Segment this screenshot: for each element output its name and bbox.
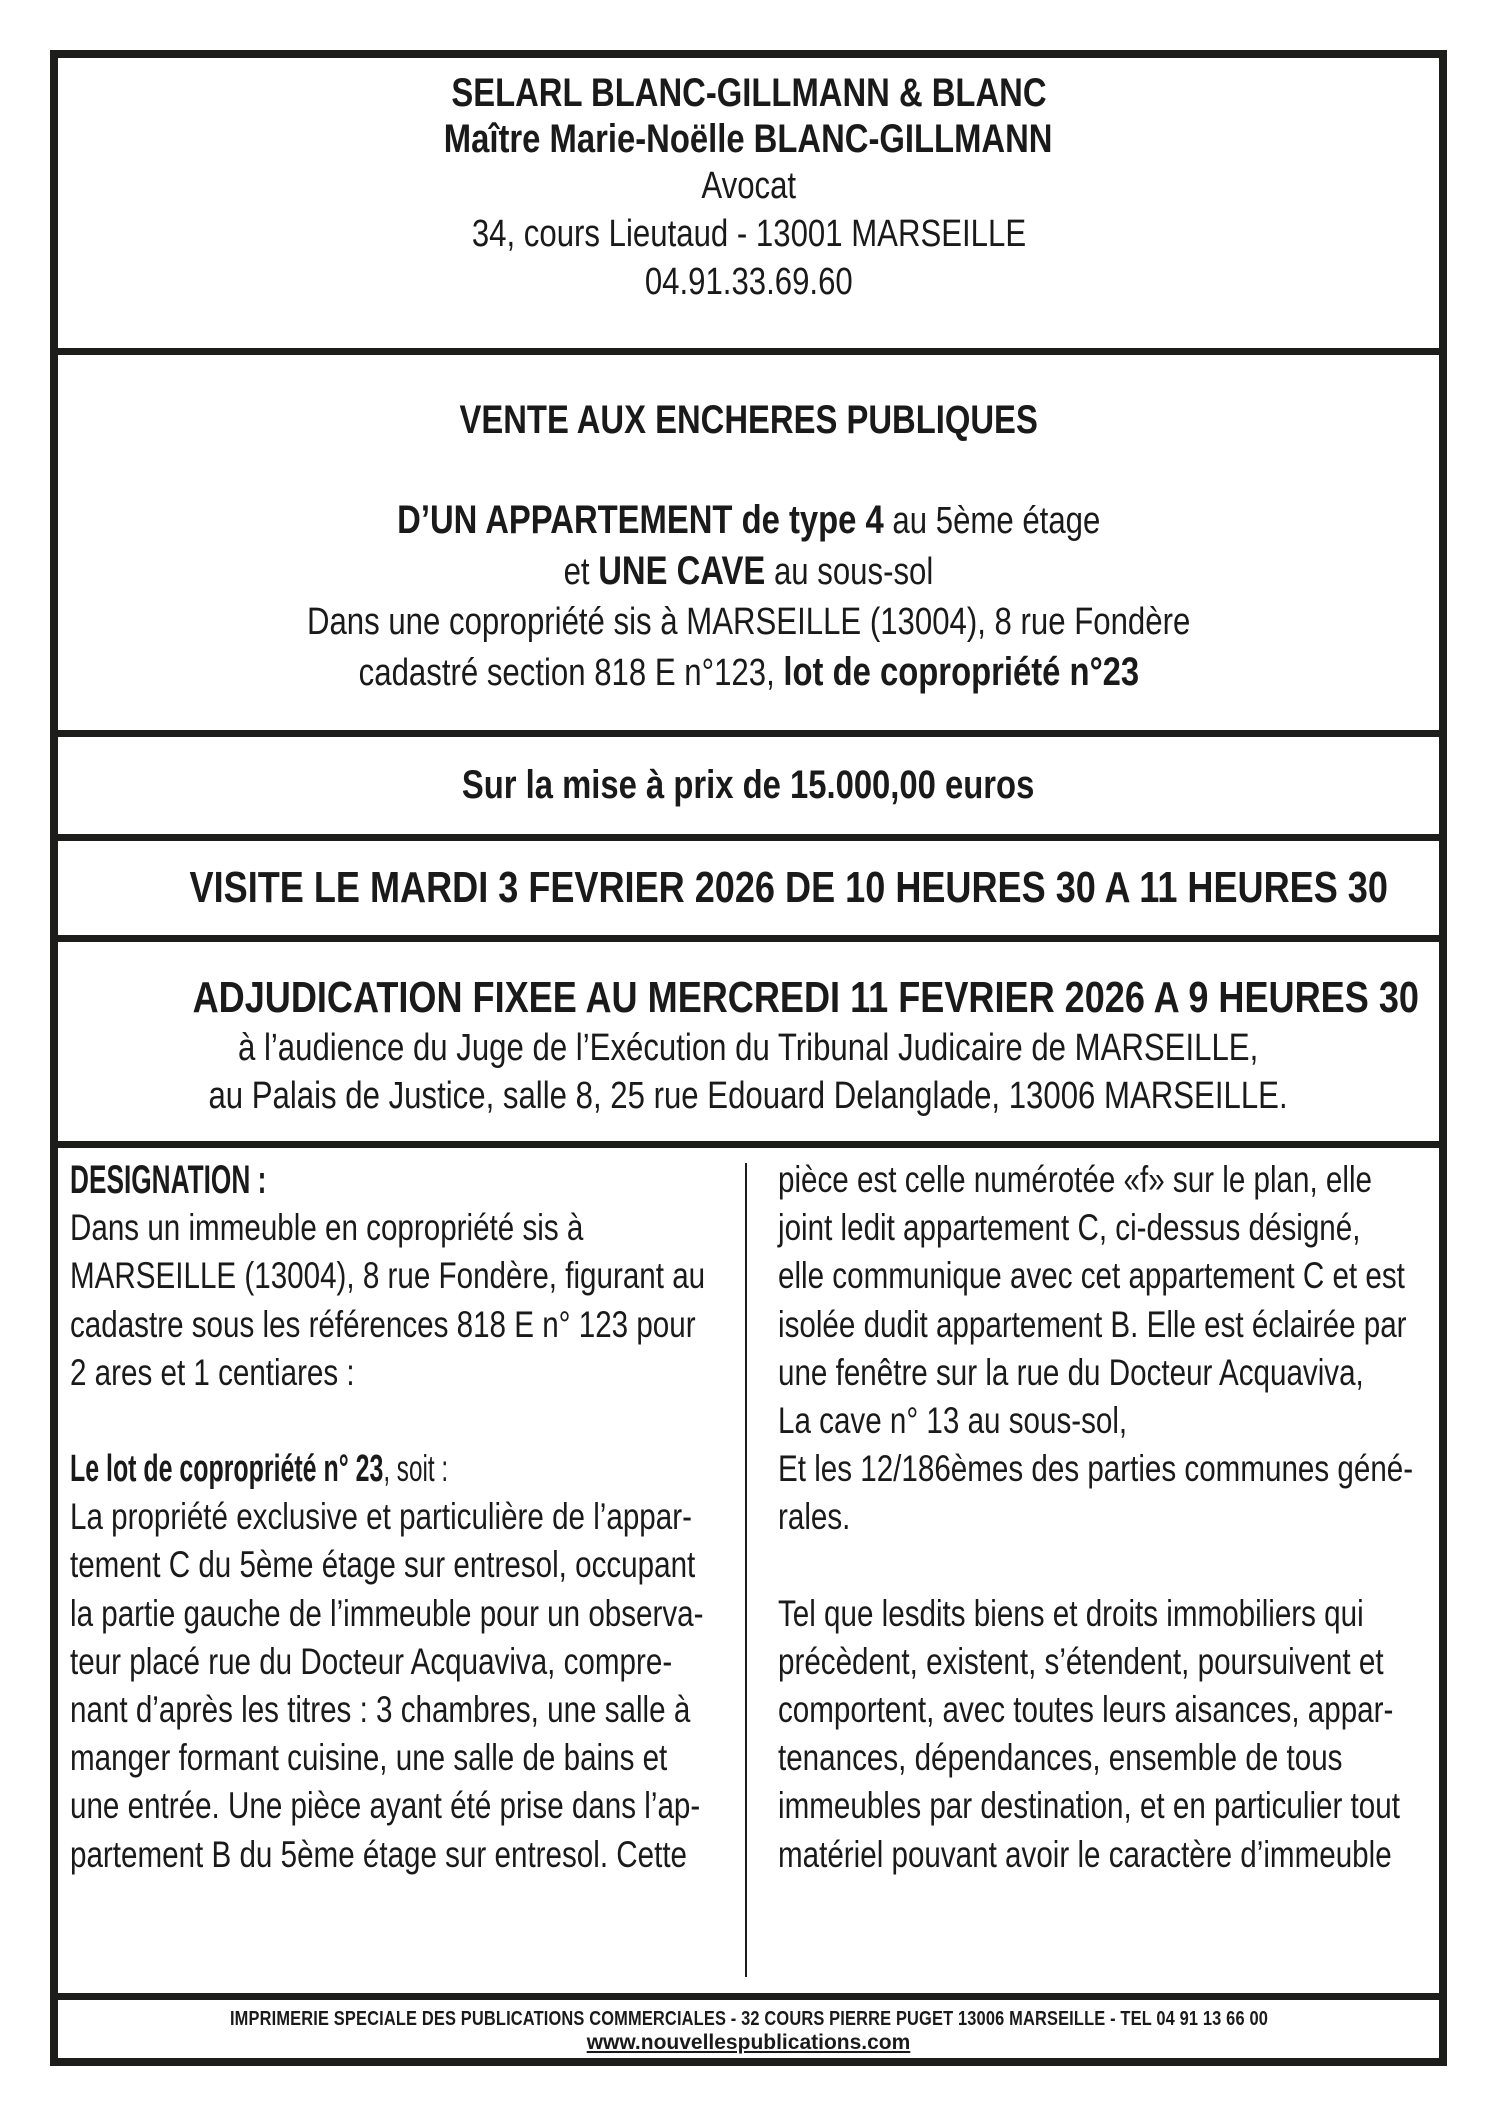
- text-line: Dans un immeuble en copropriété sis à: [70, 1207, 584, 1249]
- text-line: La propriété exclusive et particulière de l’appar-: [70, 1496, 692, 1538]
- designation-left-column: [70, 1156, 710, 1879]
- visit-date: VISITE LE MARDI 3 FEVRIER 2026 DE 10 HEURES 30 A 11 HEURES 30: [189, 863, 1388, 912]
- cadastre-ref: cadastré section 818 E n°123,: [358, 652, 783, 694]
- designation-paragraph: [70, 1204, 710, 1397]
- text-line: MARSEILLE (13004), 8 rue Fondère, figurant au: [70, 1255, 706, 1297]
- legal-notice-frame: [50, 50, 1447, 2066]
- adjudication-section: [58, 942, 1439, 1141]
- divider: [58, 834, 1439, 841]
- designation-right-column: [778, 1156, 1418, 1879]
- property-address: Dans une copropriété sis à MARSEILLE (13004), 8 rue Fondère: [306, 601, 1191, 643]
- text-line: immeubles par destination, et en particulier tout: [778, 1785, 1400, 1827]
- text-line: Tel que lesdits biens et droits immobiliers qui: [778, 1592, 1364, 1634]
- text-line: Et les 12/186èmes des parties communes géné-: [778, 1448, 1414, 1490]
- hearing-court: à l’audience du Juge de l’Exécution du Tribunal Judicaire de MARSEILLE,: [238, 1027, 1259, 1069]
- text-line: une fenêtre sur la rue du Docteur Acquaviva,: [778, 1351, 1364, 1393]
- lot-heading: Le lot de copropriété n° 23: [70, 1448, 384, 1491]
- cave-location: au sous-sol: [765, 551, 934, 593]
- text-line: matériel pouvant avoir le caractère d’immeuble: [778, 1833, 1392, 1875]
- lawyer-header: [58, 58, 1439, 348]
- divider: [58, 935, 1439, 942]
- sale-heading: VENTE AUX ENCHERES PUBLIQUES: [459, 398, 1038, 442]
- cave-prefix: et: [563, 551, 599, 593]
- text-line: joint ledit appartement C, ci-dessus désigné,: [778, 1207, 1361, 1249]
- starting-price: Sur la mise à prix de 15.000,00 euros: [462, 763, 1035, 807]
- designation-heading: DESIGNATION :: [70, 1158, 267, 1202]
- divider: [58, 1993, 1439, 2000]
- website-link[interactable]: www.nouvellespublications.com: [586, 2031, 911, 2054]
- text-line: partement B du 5ème étage sur entresol. Cette: [70, 1833, 688, 1875]
- text-line: précèdent, existent, s’étendent, poursuivent et: [778, 1640, 1384, 1682]
- divider: [58, 1141, 1439, 1148]
- lot-number: lot de copropriété n°23: [782, 650, 1139, 694]
- hearing-location: au Palais de Justice, salle 8, 25 rue Edouard Delanglade, 13006 MARSEILLE.: [208, 1075, 1289, 1117]
- text-line: tement C du 5ème étage sur entresol, occupant: [70, 1544, 696, 1586]
- lawyer-address: 34, cours Lieutaud - 13001 MARSEILLE: [471, 213, 1026, 255]
- text-line: isolée dudit appartement B. Elle est éclairée par: [778, 1303, 1407, 1345]
- divider: [58, 348, 1439, 355]
- adjudication-date: ADJUDICATION FIXEE AU MERCREDI 11 FEVRIER 2026 A 9 HEURES 30: [192, 973, 1419, 1022]
- lawyer-name: Maître Marie-Noëlle BLANC-GILLMANN: [444, 117, 1053, 161]
- text-line: la partie gauche de l’immeuble pour un observa-: [70, 1592, 704, 1634]
- column-divider: [745, 1163, 747, 1977]
- text-line: La cave n° 13 au sous-sol,: [778, 1400, 1128, 1442]
- lot-description-paragraph: [70, 1493, 710, 1879]
- sale-description: [58, 355, 1439, 730]
- text-line: comportent, avec toutes leurs aisances, appar-: [778, 1689, 1394, 1731]
- text-line: pièce est celle numérotée «f» sur le plan, elle: [778, 1159, 1372, 1200]
- property-type: D’UN APPARTEMENT de type 4: [396, 498, 884, 542]
- text-line: 2 ares et 1 centiares :: [70, 1351, 355, 1393]
- text-line: manger formant cuisine, une salle de bains et: [70, 1737, 668, 1779]
- text-line: une entrée. Une pièce ayant été prise dans l’ap-: [70, 1785, 701, 1827]
- printer-info: IMPRIMERIE SPECIALE DES PUBLICATIONS COMMERCIALES - 32 COURS PIERRE PUGET 13006 MARSEILLE - TEL 04 91 13 66 00: [229, 2008, 1268, 2030]
- lawyer-title: Avocat: [701, 165, 796, 207]
- text-line: elle communique avec cet appartement C et est: [778, 1255, 1405, 1297]
- text-line: rales.: [778, 1496, 851, 1538]
- price-section: [58, 737, 1439, 834]
- property-floor: au 5ème étage: [883, 500, 1101, 542]
- cave-label: UNE CAVE: [598, 549, 766, 593]
- text-line: nant d’après les titres : 3 chambres, une salle à: [70, 1689, 691, 1731]
- text-line: teur placé rue du Docteur Acquaviva, compre-: [70, 1640, 673, 1682]
- visit-section: [58, 841, 1439, 935]
- lot-heading-suffix: , soit :: [383, 1448, 449, 1490]
- firm-name: SELARL BLANC-GILLMANN & BLANC: [450, 71, 1047, 115]
- printer-footer: [58, 2000, 1439, 2054]
- lawyer-phone: 04.91.33.69.60: [644, 261, 853, 303]
- rights-paragraph: [778, 1590, 1418, 1879]
- text-line: tenances, dépendances, ensemble de tous: [778, 1737, 1343, 1779]
- text-line: cadastre sous les références 818 E n° 123 pour: [70, 1303, 696, 1345]
- lot-description-continued: [778, 1156, 1418, 1542]
- divider: [58, 730, 1439, 737]
